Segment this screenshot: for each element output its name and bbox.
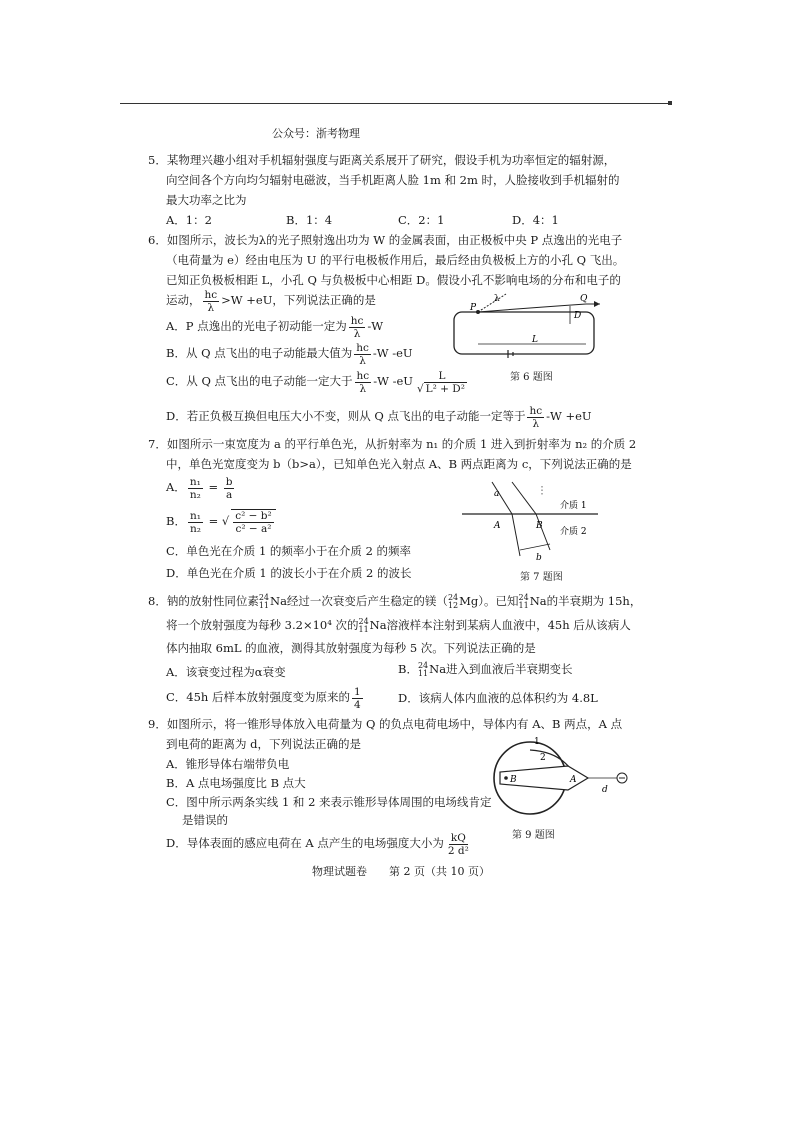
q6-fig-l: L <box>532 335 538 345</box>
q6-figure <box>448 292 608 372</box>
q5-option-b: B．1：4 <box>286 213 333 227</box>
q7-fig-a: a <box>494 489 500 499</box>
q6-option-c: C．从 Q 点飞出的电子动能一定大于 $\frac{hc}{\lambda}$ -W -eU $\frac{L}{\text{√ L² + D²}}$ <box>166 368 471 395</box>
q6-arrowhead <box>594 301 600 307</box>
source-header: 公众号：浙考物理 <box>272 127 360 140</box>
q6-option-d: D．若正负极互换但电压大小不变，则从 Q 点飞出的电子动能一定等于 $\frac{hc}{\lambda}$ -W +eU <box>166 404 592 430</box>
q6-photon-ray <box>478 294 506 312</box>
q7-incident-ray-2 <box>512 482 536 514</box>
q6-figure-caption: 第 6 题图 <box>510 372 553 383</box>
q5-option-c: C．2：1 <box>398 213 445 227</box>
q9-option-d: D．导体表面的感应电荷在 A 点产生的电场强度大小为 $\frac{kQ}{\text{2 d²}}$ <box>166 831 469 857</box>
q8-option-c: C．45h 后样本放射强度变为原来的 $\frac{1}{4}$ <box>166 685 361 711</box>
q9-figure <box>484 732 634 824</box>
q9-fig-point-a: A <box>570 775 577 785</box>
q7-figure-caption: 第 7 题图 <box>520 572 563 583</box>
q7-option-d: D．单色光在介质 1 的波长小于在介质 2 的波长 <box>166 566 412 580</box>
q7-fig-medium-1: 介质 1 <box>560 501 587 511</box>
q5-line1: 5．某物理兴趣小组对手机辐射强度与距离关系展开了研究，假设手机为功率恒定的辐射源， <box>148 153 616 167</box>
q9-option-c-line2: 是错误的 <box>182 813 228 827</box>
q5-option-a: A．1：2 <box>166 213 212 227</box>
q9-line1: 9．如图所示，将一锥形导体放入电荷量为 Q 的负点电荷电场中，导体内有 A、B 两点，A 点 <box>148 717 623 731</box>
q8-option-d: D．该病人体内血液的总体积约为 4.8L <box>398 691 598 705</box>
q7-fig-point-a: A <box>494 521 501 531</box>
q9-option-a: A．锥形导体右端带负电 <box>166 757 290 771</box>
top-rule <box>120 103 672 104</box>
q6-option-b: B．从 Q 点飞出的电子动能最大值为 $\frac{hc}{\lambda}$ -W -eU <box>166 341 413 367</box>
q6-fig-d: D <box>574 311 582 321</box>
q6-point-p <box>476 310 480 314</box>
q6-fig-lambda: λ <box>494 294 500 304</box>
q9-fig-label-1: 1 <box>534 737 540 747</box>
q5-line3: 最大功率之比为 <box>166 193 247 207</box>
q8-line3: 体内抽取 6mL 的血液，测得其放射强度为每秒 5 次。下列说法正确的是 <box>166 641 536 655</box>
q7-line1: 7．如图所示一束宽度为 a 的平行单色光，从折射率为 n₁ 的介质 1 进入到折射率为 n₂ 的介质 2 <box>148 437 637 451</box>
q8-option-b: B． 24 11 Na进入到血液后半衰期变长 <box>398 661 573 678</box>
q9-fig-d: d <box>602 785 608 795</box>
q9-option-c-line1: C．图中所示两条实线 1 和 2 来表示锥形导体周围的电场线肯定 <box>166 795 492 809</box>
q7-fig-medium-2: 介质 2 <box>560 527 587 537</box>
q9-figure-caption: 第 9 题图 <box>512 830 555 841</box>
q6-l-over-root: $\frac{L}{\text{√ L² + D²}}$ <box>416 369 465 395</box>
q6-option-a: A．P 点逸出的光电子初动能一定为 $\frac{hc}{\lambda}$ -W <box>166 314 384 340</box>
q9-fig-label-2: 2 <box>540 753 546 763</box>
q8-line1: 8．钠的放射性同位素 24 11 Na经过一次衰变后产生稳定的镁（ 24 12 Mg）。已知 24 11 Na的半衰期为 15h， <box>148 593 642 610</box>
q7-b-width <box>520 544 550 550</box>
q6-line3: 已知正负极板相距 L，小孔 Q 与负极板中心相距 D。假设小孔不影响电场的分布和电子的 <box>166 273 621 287</box>
q7-refracted-ray-1 <box>512 514 520 556</box>
q7-option-b: B． $\frac{\text{n₁}}{\text{n₂}}$ = √ $\frac{\text{c² − b²}}{\text{c² − a²}}$ <box>166 506 278 536</box>
q6-fig-p: P <box>470 303 477 313</box>
q7-figure <box>460 478 600 568</box>
q6-plate-frame <box>454 312 594 354</box>
q9-line2: 到电荷的距离为 d，下列说法正确的是 <box>166 737 362 751</box>
q5-option-d: D．4：1 <box>512 213 559 227</box>
q8-line2: 将一个放射强度为每秒 3.2×10⁴ 次的 24 11 Na溶液样本注射到某病人血液中，45h 后从该病人 <box>166 617 631 634</box>
q6-line4: 运动， $\frac{hc}{\lambda}$ >W +eU，下列说法正确的是 <box>166 288 376 314</box>
q9-option-b: B．A 点电场强度比 B 点大 <box>166 776 306 790</box>
q8-option-a: A．该衰变过程为α衰变 <box>166 665 286 679</box>
q6-hc-fraction: $\frac{hc}{\lambda}$ <box>204 288 218 314</box>
top-rule-dot <box>668 101 672 105</box>
q7-fig-point-b: B <box>536 521 543 531</box>
q7-option-a: A． $\frac{\text{n₁}}{\text{n₂}}$ = $\frac{b}{a}$ <box>166 475 233 501</box>
q7-option-c: C．单色光在介质 1 的频率小于在介质 2 的频率 <box>166 544 412 558</box>
q9-fig-point-b: B <box>510 775 517 785</box>
q5-line2: 向空间各个方向均匀辐射电磁波，当手机距离人脸 1m 和 2m 时，人脸接收到手机辐射的 <box>166 173 620 187</box>
q6-fig-q: Q <box>580 294 588 304</box>
q7-fig-b: b <box>536 553 542 563</box>
q6-line1: 6．如图所示，波长为λ的光子照射逸出功为 W 的金属表面，由正极板中央 P 点逸出的光电子 <box>148 233 623 247</box>
q7-line2: 中，单色光宽度变为 b（b>a），已知单色光入射点 A、B 两点距离为 c，下列说法正确的是 <box>166 457 632 471</box>
q9-point-b-dot <box>504 776 508 780</box>
page-footer: 物理试题卷 第 2 页（共 10 页） <box>312 865 490 878</box>
q6-line2: （电荷量为 e）经由电压为 U 的平行电极板作用后，最后经由负极板上方的小孔 Q 飞出。 <box>166 253 625 267</box>
